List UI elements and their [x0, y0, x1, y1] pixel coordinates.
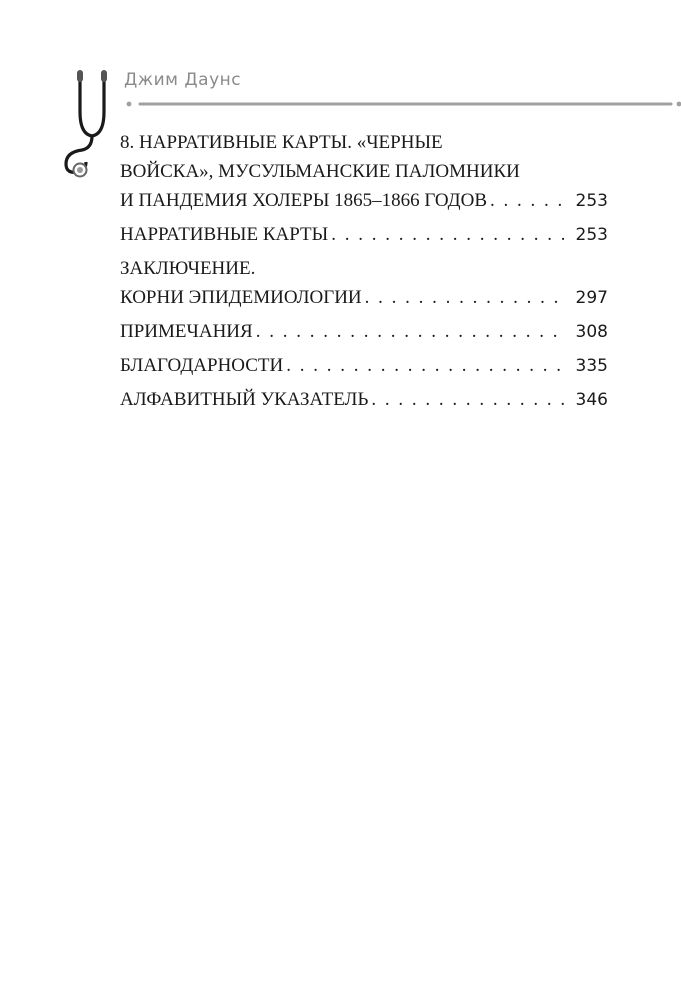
toc-line: [120, 186, 608, 216]
toc-page-number: 346: [575, 390, 608, 410]
toc-title-line: НАРРАТИВНЫЕ КАРТЫ: [120, 224, 329, 245]
toc-leader-dots: [490, 186, 564, 215]
toc-page-number: 253: [575, 225, 608, 245]
toc-line: [120, 254, 608, 283]
toc-title-line: ПРИМЕЧАНИЯ: [120, 321, 253, 342]
toc-line: [120, 220, 608, 250]
toc-line: [120, 317, 608, 347]
toc-page-number: 308: [575, 322, 608, 342]
toc-leader-dots: [371, 385, 564, 414]
toc-entry-chapter-8: [120, 128, 608, 216]
toc-page-number: 253: [575, 191, 608, 211]
toc-title-line: КОРНИ ЭПИДЕМИОЛОГИИ: [120, 287, 362, 308]
toc-line: [120, 157, 608, 186]
toc-page-number: 297: [575, 288, 608, 308]
toc-entry-notes: [120, 317, 608, 347]
table-of-contents: [120, 128, 608, 419]
toc-entry-acknowledgements: [120, 351, 608, 381]
toc-title-line: БЛАГОДАРНОСТИ: [120, 355, 284, 376]
toc-title-line: ВОЙСКА», МУСУЛЬМАНСКИЕ ПАЛОМНИКИ: [120, 161, 520, 182]
toc-line: [120, 128, 608, 157]
toc-title-line: 8. НАРРАТИВНЫЕ КАРТЫ. «ЧЕРНЫЕ: [120, 132, 443, 153]
toc-title-line: АЛФАВИТНЫЙ УКАЗАТЕЛЬ: [120, 389, 369, 410]
toc-line: [120, 283, 608, 313]
toc-leader-dots: [331, 220, 564, 249]
toc-entry-narrative-maps: [120, 220, 608, 250]
toc-leader-dots: [365, 283, 564, 312]
running-header-author: Джим Даунс: [124, 70, 242, 90]
toc-page-number: 335: [575, 356, 608, 376]
toc-entry-index: [120, 385, 608, 415]
toc-title-line: ЗАКЛЮЧЕНИЕ.: [120, 258, 256, 279]
toc-leader-dots: [256, 317, 564, 346]
toc-entry-conclusion: [120, 254, 608, 313]
toc-line: [120, 385, 608, 415]
toc-title-line: И ПАНДЕМИЯ ХОЛЕРЫ 1865–1866 ГОДОВ: [120, 190, 488, 211]
toc-leader-dots: [286, 351, 564, 380]
stethoscope-icon: [56, 64, 112, 180]
header-rule: [126, 99, 681, 109]
toc-line: [120, 351, 608, 381]
